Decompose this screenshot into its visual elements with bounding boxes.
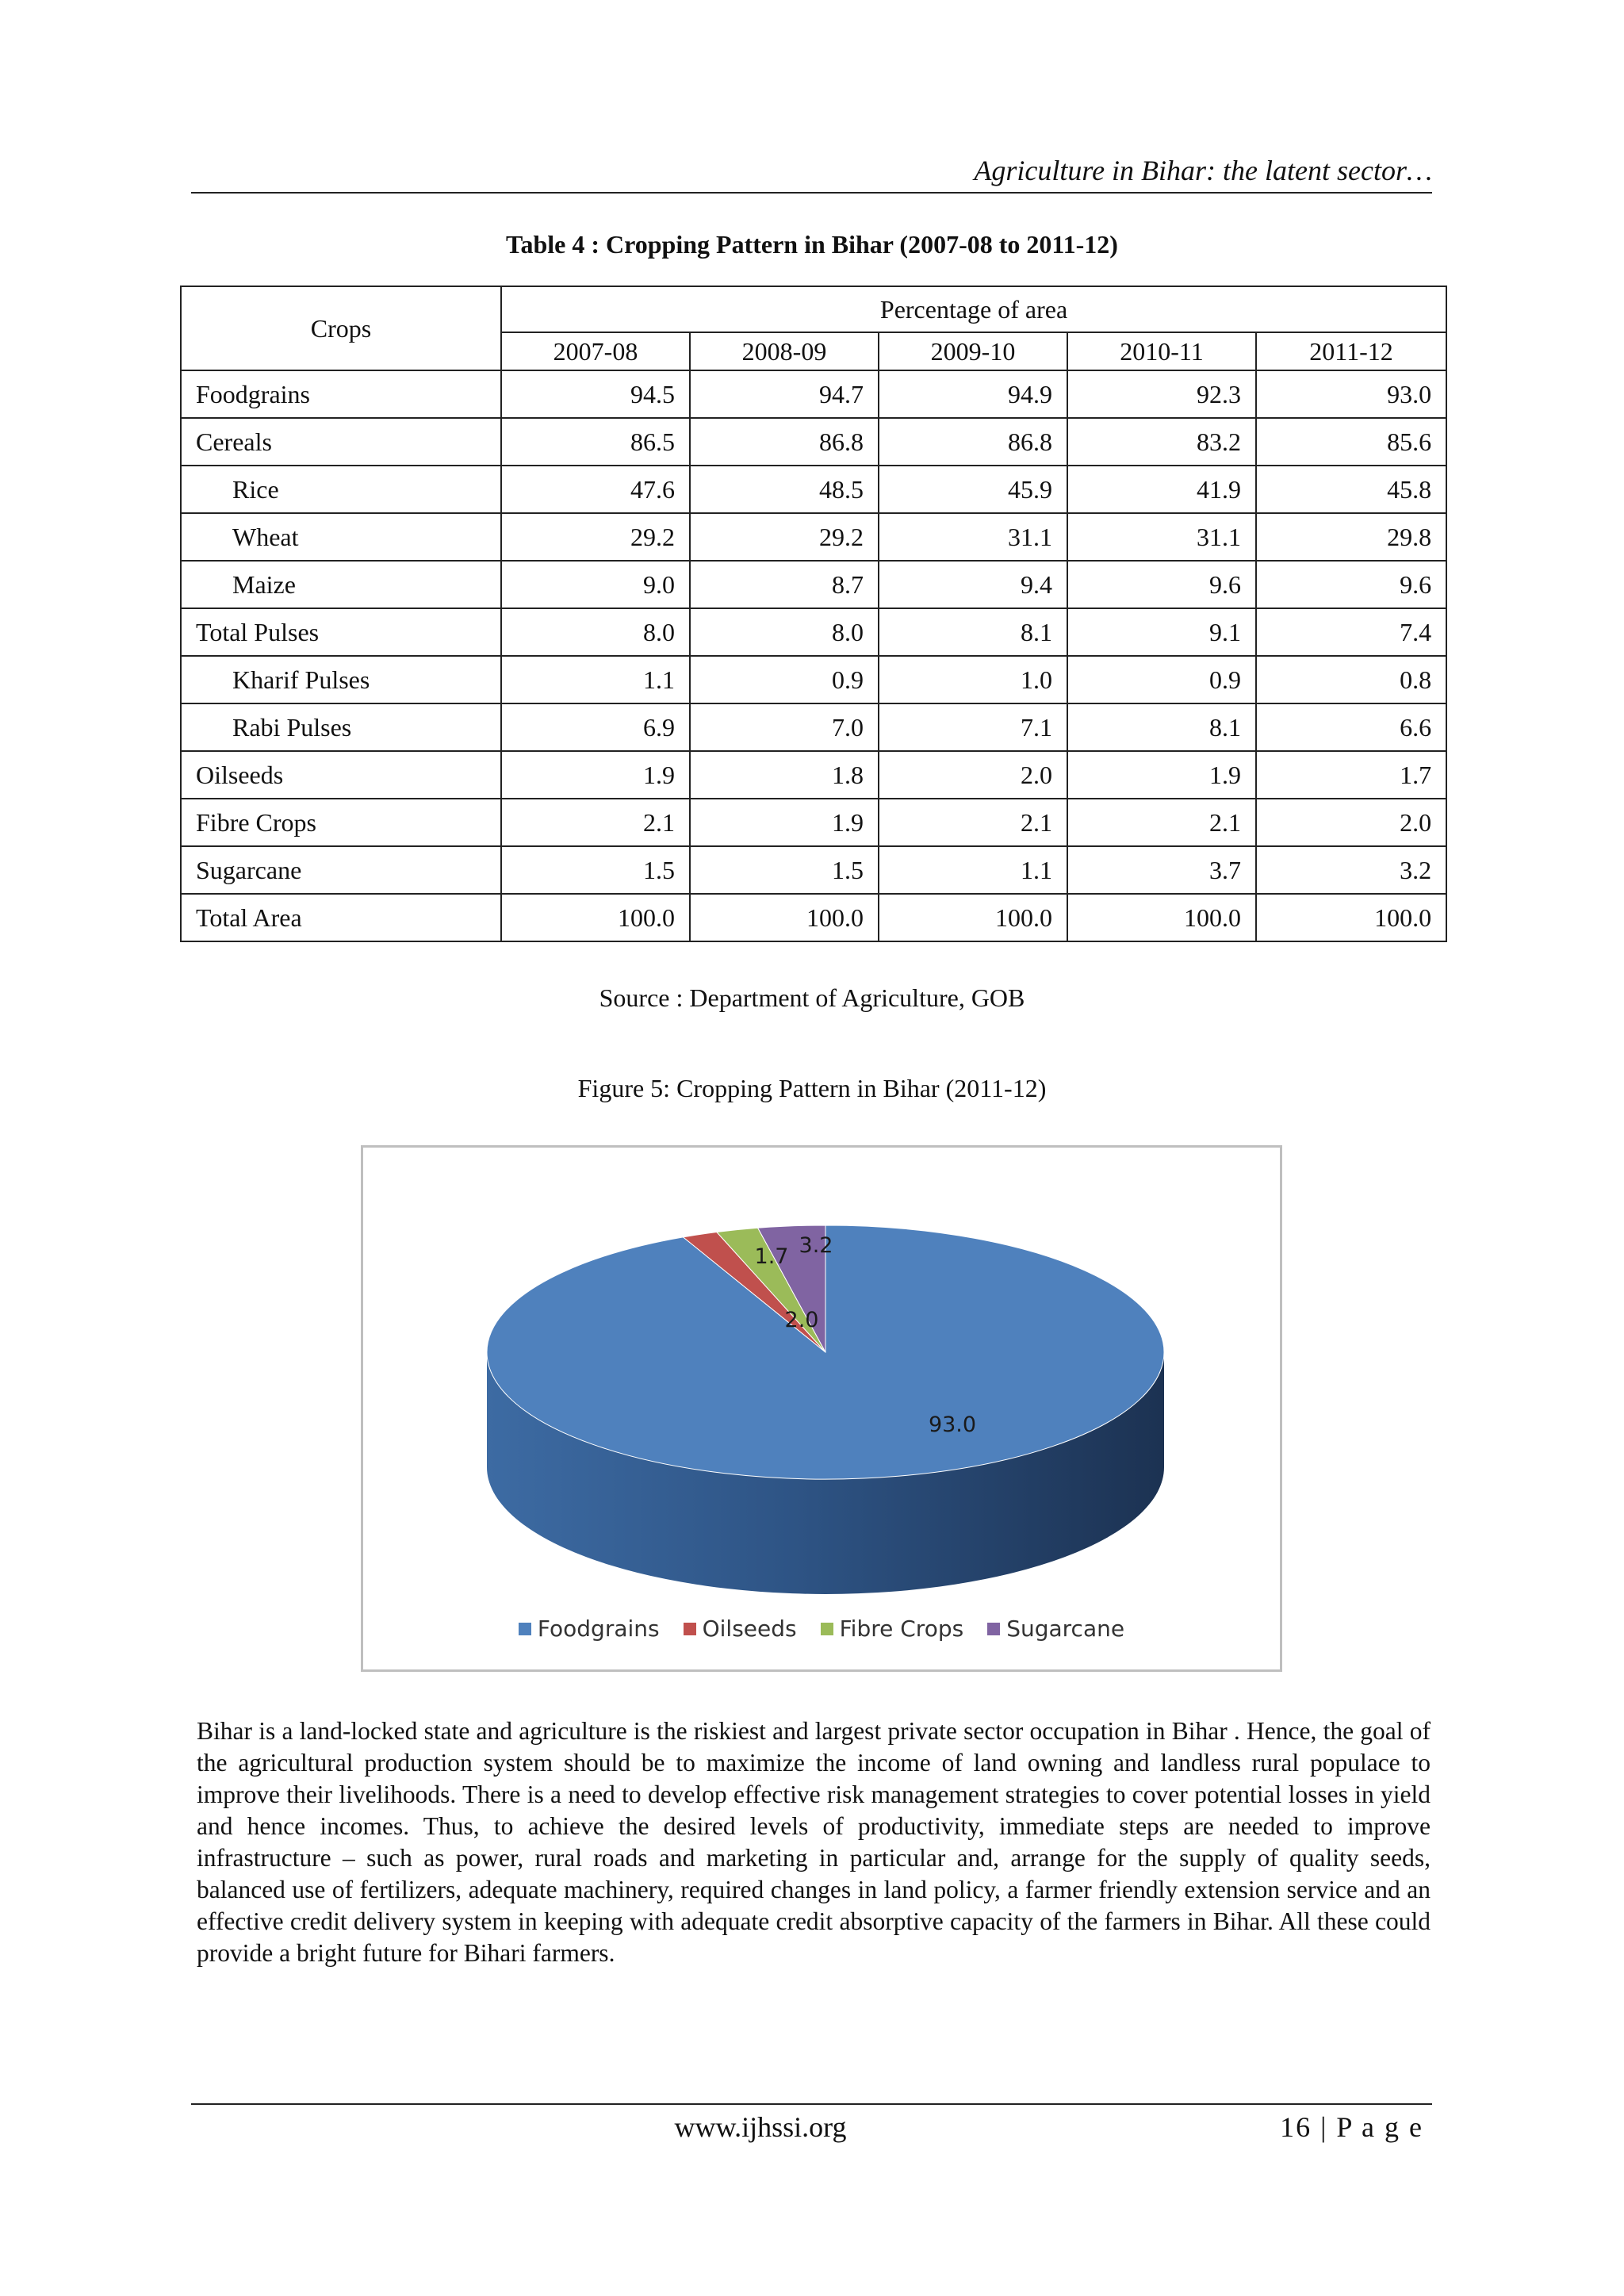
cropping-pattern-table (180, 286, 1447, 942)
data-label-foodgrains: 93.0 (928, 1412, 977, 1437)
legend-item (821, 1616, 964, 1642)
value-cell: 0.8 (1256, 656, 1446, 703)
year-header: 2009-10 (879, 332, 1067, 370)
value-cell: 8.0 (690, 608, 879, 656)
value-cell: 0.9 (690, 656, 879, 703)
legend-label: Foodgrains (537, 1616, 660, 1642)
value-cell: 100.0 (1256, 894, 1446, 941)
value-cell: 1.5 (501, 846, 690, 894)
table-caption: Table 4 : Cropping Pattern in Bihar (2007-08 to 2011-12) (506, 230, 1118, 259)
value-cell: 2.0 (1256, 799, 1446, 846)
legend-label: Sugarcane (1006, 1616, 1125, 1642)
value-cell: 1.1 (879, 846, 1067, 894)
pie-chart-canvas (363, 1148, 1280, 1669)
value-cell: 100.0 (879, 894, 1067, 941)
legend-swatch (519, 1623, 531, 1635)
crop-name-cell: Foodgrains (181, 370, 501, 418)
table-row (181, 846, 1446, 894)
value-cell: 45.9 (879, 466, 1067, 513)
value-cell: 1.9 (501, 751, 690, 799)
data-label-oilseeds: 1.7 (754, 1244, 789, 1269)
crop-name-cell: Cereals (181, 418, 501, 466)
value-cell: 31.1 (1067, 513, 1256, 561)
value-cell: 6.6 (1256, 703, 1446, 751)
legend-label: Oilseeds (702, 1616, 797, 1642)
percentage-group-header: Percentage of area (501, 286, 1446, 332)
year-header: 2007-08 (501, 332, 690, 370)
crop-name-cell: Kharif Pulses (181, 656, 501, 703)
crop-name-cell: Total Area (181, 894, 501, 941)
value-cell: 94.5 (501, 370, 690, 418)
legend-item (519, 1616, 660, 1642)
value-cell: 45.8 (1256, 466, 1446, 513)
table-row (181, 703, 1446, 751)
value-cell: 94.9 (879, 370, 1067, 418)
value-cell: 48.5 (690, 466, 879, 513)
value-cell: 86.8 (690, 418, 879, 466)
value-cell: 2.1 (879, 799, 1067, 846)
value-cell: 1.7 (1256, 751, 1446, 799)
value-cell: 7.4 (1256, 608, 1446, 656)
value-cell: 41.9 (1067, 466, 1256, 513)
value-cell: 1.5 (690, 846, 879, 894)
pie-chart (361, 1145, 1282, 1672)
value-cell: 7.0 (690, 703, 879, 751)
footer-rule (191, 2103, 1432, 2105)
header-rule (191, 192, 1432, 194)
table-row (181, 370, 1446, 418)
value-cell: 8.1 (879, 608, 1067, 656)
value-cell: 29.8 (1256, 513, 1446, 561)
value-cell: 92.3 (1067, 370, 1256, 418)
value-cell: 8.1 (1067, 703, 1256, 751)
table-row (181, 751, 1446, 799)
value-cell: 85.6 (1256, 418, 1446, 466)
crop-name-cell: Oilseeds (181, 751, 501, 799)
value-cell: 1.0 (879, 656, 1067, 703)
legend-swatch (821, 1623, 833, 1635)
table-row (181, 799, 1446, 846)
crop-name-cell: Wheat (181, 513, 501, 561)
chart-legend (363, 1616, 1280, 1642)
table-row (181, 418, 1446, 466)
crop-name-cell: Maize (181, 561, 501, 608)
value-cell: 9.0 (501, 561, 690, 608)
value-cell: 9.6 (1256, 561, 1446, 608)
value-cell: 100.0 (1067, 894, 1256, 941)
table-row (181, 656, 1446, 703)
legend-item (987, 1616, 1124, 1642)
value-cell: 29.2 (690, 513, 879, 561)
value-cell: 94.7 (690, 370, 879, 418)
legend-swatch (987, 1623, 1000, 1635)
value-cell: 100.0 (690, 894, 879, 941)
value-cell: 1.8 (690, 751, 879, 799)
body-paragraph: Bihar is a land-locked state and agriculture is the riskiest and largest private sector occupation in Bihar . Hence, the goal of the agricultural production system should be to maximize the income of land owning and landless rural populace to improve their livelihoods. There is a need to develop effective risk management strategies to cover potential losses in yield and hence incomes. Thus, to achieve the desired levels of productivity, immediate steps are needed to improve infrastructure – such as power, rural roads and marketing in particular and, arrange for the supply of quality seeds, balanced use of fertilizers, adequate machinery, required changes in land policy, a farmer friendly extension service and an effective credit delivery system in keeping with adequate credit absorptive capacity of the farmers in Bihar. All these could provide a bright future for Bihari farmers. (197, 1717, 1431, 1967)
table-row (181, 466, 1446, 513)
value-cell: 3.2 (1256, 846, 1446, 894)
value-cell: 1.9 (1067, 751, 1256, 799)
crop-name-cell: Rabi Pulses (181, 703, 501, 751)
value-cell: 1.1 (501, 656, 690, 703)
data-label-fibre-crops: 2.0 (784, 1308, 819, 1332)
value-cell: 3.7 (1067, 846, 1256, 894)
value-cell: 9.6 (1067, 561, 1256, 608)
value-cell: 86.8 (879, 418, 1067, 466)
crop-name-cell: Rice (181, 466, 501, 513)
value-cell: 2.0 (879, 751, 1067, 799)
year-header: 2010-11 (1067, 332, 1256, 370)
value-cell: 2.1 (1067, 799, 1256, 846)
footer-url: www.ijhssi.org (674, 2111, 847, 2143)
legend-swatch (684, 1623, 696, 1635)
footer-page-number: 16 | P a g e (1280, 2111, 1423, 2143)
value-cell: 93.0 (1256, 370, 1446, 418)
value-cell: 9.4 (879, 561, 1067, 608)
value-cell: 8.0 (501, 608, 690, 656)
value-cell: 47.6 (501, 466, 690, 513)
value-cell: 2.1 (501, 799, 690, 846)
running-header: Agriculture in Bihar: the latent sector… (974, 155, 1432, 186)
data-label-sugarcane: 3.2 (799, 1233, 833, 1258)
value-cell: 7.1 (879, 703, 1067, 751)
table-row (181, 608, 1446, 656)
value-cell: 0.9 (1067, 656, 1256, 703)
legend-label: Fibre Crops (839, 1616, 964, 1642)
crop-name-cell: Fibre Crops (181, 799, 501, 846)
value-cell: 86.5 (501, 418, 690, 466)
year-header: 2011-12 (1256, 332, 1446, 370)
table-source-note: Source : Department of Agriculture, GOB (599, 983, 1025, 1012)
value-cell: 100.0 (501, 894, 690, 941)
table-row (181, 513, 1446, 561)
value-cell: 29.2 (501, 513, 690, 561)
crop-name-cell: Sugarcane (181, 846, 501, 894)
value-cell: 31.1 (879, 513, 1067, 561)
year-header: 2008-09 (690, 332, 879, 370)
value-cell: 1.9 (690, 799, 879, 846)
crops-column-header: Crops (181, 286, 501, 370)
table-row (181, 561, 1446, 608)
value-cell: 8.7 (690, 561, 879, 608)
value-cell: 9.1 (1067, 608, 1256, 656)
legend-item (684, 1616, 797, 1642)
value-cell: 83.2 (1067, 418, 1256, 466)
value-cell: 6.9 (501, 703, 690, 751)
table-row (181, 894, 1446, 941)
crop-name-cell: Total Pulses (181, 608, 501, 656)
figure-caption: Figure 5: Cropping Pattern in Bihar (2011-12) (577, 1074, 1047, 1102)
